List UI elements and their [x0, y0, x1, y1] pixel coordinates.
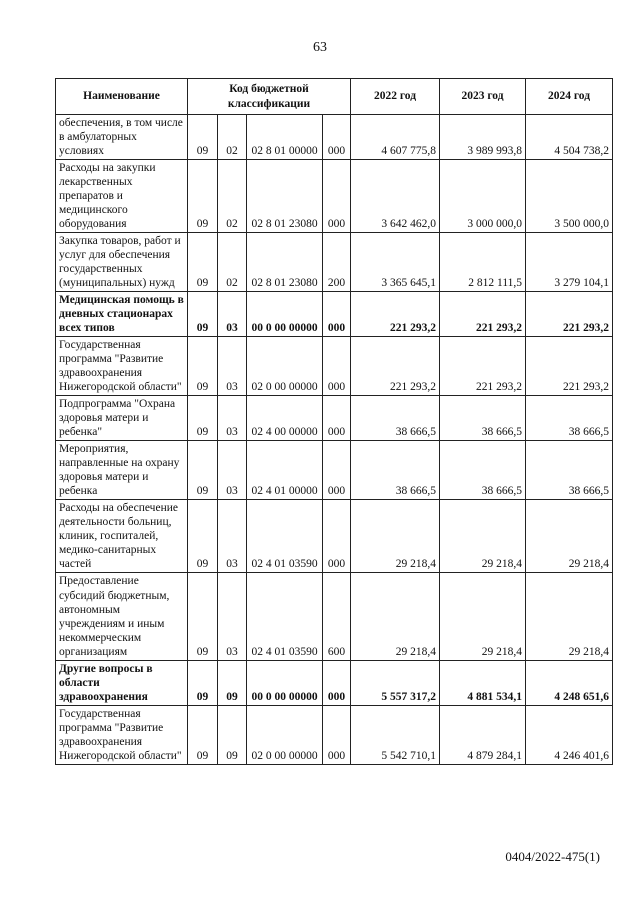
- table-row: [56, 233, 613, 292]
- cell-name: Медицинская помощь в дневных стационарах всех типов: [56, 292, 188, 337]
- cell-2022: 38 666,5: [351, 441, 440, 500]
- page-number: 63: [313, 40, 327, 55]
- table-body: [56, 115, 613, 765]
- cell-section: 09: [188, 573, 218, 660]
- table-row: [56, 396, 613, 441]
- table-row: [56, 115, 613, 160]
- cell-name: Другие вопросы в области здравоохранения: [56, 660, 188, 705]
- cell-section: 09: [188, 337, 218, 396]
- cell-target-article: 00 0 00 00000: [247, 292, 323, 337]
- cell-expense-type: 000: [323, 660, 351, 705]
- cell-2023: 4 881 534,1: [440, 660, 526, 705]
- cell-name: Подпрограмма "Охрана здоровья матери и ребенка": [56, 396, 188, 441]
- cell-2023: 221 293,2: [440, 337, 526, 396]
- cell-subsection: 09: [218, 705, 247, 764]
- table-row: [56, 500, 613, 573]
- cell-2023: 3 000 000,0: [440, 160, 526, 233]
- cell-expense-type: 000: [323, 500, 351, 573]
- header-2023: 2023 год: [440, 79, 526, 115]
- cell-2024: 29 218,4: [526, 500, 613, 573]
- cell-expense-type: 000: [323, 441, 351, 500]
- cell-section: 09: [188, 292, 218, 337]
- header-2024: 2024 год: [526, 79, 613, 115]
- cell-section: 09: [188, 115, 218, 160]
- cell-2023: 3 989 993,8: [440, 115, 526, 160]
- cell-2022: 5 557 317,2: [351, 660, 440, 705]
- cell-2022: 3 642 462,0: [351, 160, 440, 233]
- cell-subsection: 03: [218, 292, 247, 337]
- cell-section: 09: [188, 160, 218, 233]
- cell-subsection: 03: [218, 500, 247, 573]
- cell-target-article: 02 0 00 00000: [247, 705, 323, 764]
- cell-2024: 38 666,5: [526, 396, 613, 441]
- cell-expense-type: 600: [323, 573, 351, 660]
- cell-target-article: 02 4 00 00000: [247, 396, 323, 441]
- cell-target-article: 02 8 01 23080: [247, 233, 323, 292]
- cell-2024: 221 293,2: [526, 337, 613, 396]
- cell-subsection: 02: [218, 233, 247, 292]
- header-name: Наименование: [56, 79, 188, 115]
- cell-2022: 3 365 645,1: [351, 233, 440, 292]
- cell-expense-type: 000: [323, 115, 351, 160]
- header-2022: 2022 год: [351, 79, 440, 115]
- cell-2024: 4 246 401,6: [526, 705, 613, 764]
- table-row: [56, 441, 613, 500]
- cell-2022: 221 293,2: [351, 337, 440, 396]
- cell-expense-type: 000: [323, 705, 351, 764]
- cell-2022: 5 542 710,1: [351, 705, 440, 764]
- cell-2024: 29 218,4: [526, 573, 613, 660]
- cell-subsection: 09: [218, 660, 247, 705]
- cell-target-article: 02 4 01 03590: [247, 573, 323, 660]
- cell-section: 09: [188, 705, 218, 764]
- cell-target-article: 02 8 01 00000: [247, 115, 323, 160]
- cell-2023: 4 879 284,1: [440, 705, 526, 764]
- cell-subsection: 03: [218, 573, 247, 660]
- cell-2022: 38 666,5: [351, 396, 440, 441]
- cell-2023: 2 812 111,5: [440, 233, 526, 292]
- cell-subsection: 03: [218, 337, 247, 396]
- cell-subsection: 02: [218, 160, 247, 233]
- cell-2022: 29 218,4: [351, 573, 440, 660]
- cell-2024: 3 500 000,0: [526, 160, 613, 233]
- cell-section: 09: [188, 660, 218, 705]
- cell-name: Мероприятия, направленные на охрану здоровья матери и ребенка: [56, 441, 188, 500]
- cell-name: Государственная программа "Развитие здравоохранения Нижегородской области": [56, 705, 188, 764]
- cell-target-article: 02 8 01 23080: [247, 160, 323, 233]
- table-row: [56, 705, 613, 764]
- table-row: [56, 292, 613, 337]
- cell-2024: 4 248 651,6: [526, 660, 613, 705]
- cell-2024: 4 504 738,2: [526, 115, 613, 160]
- cell-name: Предоставление субсидий бюджетным, автономным учреждениям и иным некоммерческим организациям: [56, 573, 188, 660]
- cell-target-article: 02 4 01 03590: [247, 500, 323, 573]
- table-header-row: [56, 79, 613, 115]
- cell-expense-type: 000: [323, 292, 351, 337]
- cell-section: 09: [188, 441, 218, 500]
- cell-section: 09: [188, 500, 218, 573]
- cell-name: Расходы на закупки лекарственных препаратов и медицинского оборудования: [56, 160, 188, 233]
- table-row: [56, 337, 613, 396]
- cell-name: Расходы на обеспечение деятельности больниц, клиник, госпиталей, медико-санитарных частей: [56, 500, 188, 573]
- cell-2024: 221 293,2: [526, 292, 613, 337]
- cell-2023: 29 218,4: [440, 573, 526, 660]
- cell-section: 09: [188, 233, 218, 292]
- cell-expense-type: 000: [323, 337, 351, 396]
- table-row: [56, 573, 613, 660]
- cell-2022: 29 218,4: [351, 500, 440, 573]
- document-code: 0404/2022-475(1): [505, 849, 600, 864]
- cell-2023: 221 293,2: [440, 292, 526, 337]
- cell-2022: 221 293,2: [351, 292, 440, 337]
- cell-section: 09: [188, 396, 218, 441]
- cell-name: Закупка товаров, работ и услуг для обеспечения государственных (муниципальных) нужд: [56, 233, 188, 292]
- header-code: Код бюджетной классификации: [188, 79, 351, 115]
- cell-2023: 38 666,5: [440, 441, 526, 500]
- cell-2022: 4 607 775,8: [351, 115, 440, 160]
- cell-2023: 38 666,5: [440, 396, 526, 441]
- cell-2024: 3 279 104,1: [526, 233, 613, 292]
- budget-table: [55, 78, 613, 765]
- cell-expense-type: 200: [323, 233, 351, 292]
- cell-target-article: 02 4 01 00000: [247, 441, 323, 500]
- cell-subsection: 02: [218, 115, 247, 160]
- cell-2023: 29 218,4: [440, 500, 526, 573]
- table-row: [56, 660, 613, 705]
- cell-expense-type: 000: [323, 160, 351, 233]
- cell-target-article: 00 0 00 00000: [247, 660, 323, 705]
- cell-expense-type: 000: [323, 396, 351, 441]
- cell-target-article: 02 0 00 00000: [247, 337, 323, 396]
- cell-2024: 38 666,5: [526, 441, 613, 500]
- cell-name: Государственная программа "Развитие здравоохранения Нижегородской области": [56, 337, 188, 396]
- cell-name: обеспечения, в том числе в амбулаторных условиях: [56, 115, 188, 160]
- cell-subsection: 03: [218, 396, 247, 441]
- cell-subsection: 03: [218, 441, 247, 500]
- table-row: [56, 160, 613, 233]
